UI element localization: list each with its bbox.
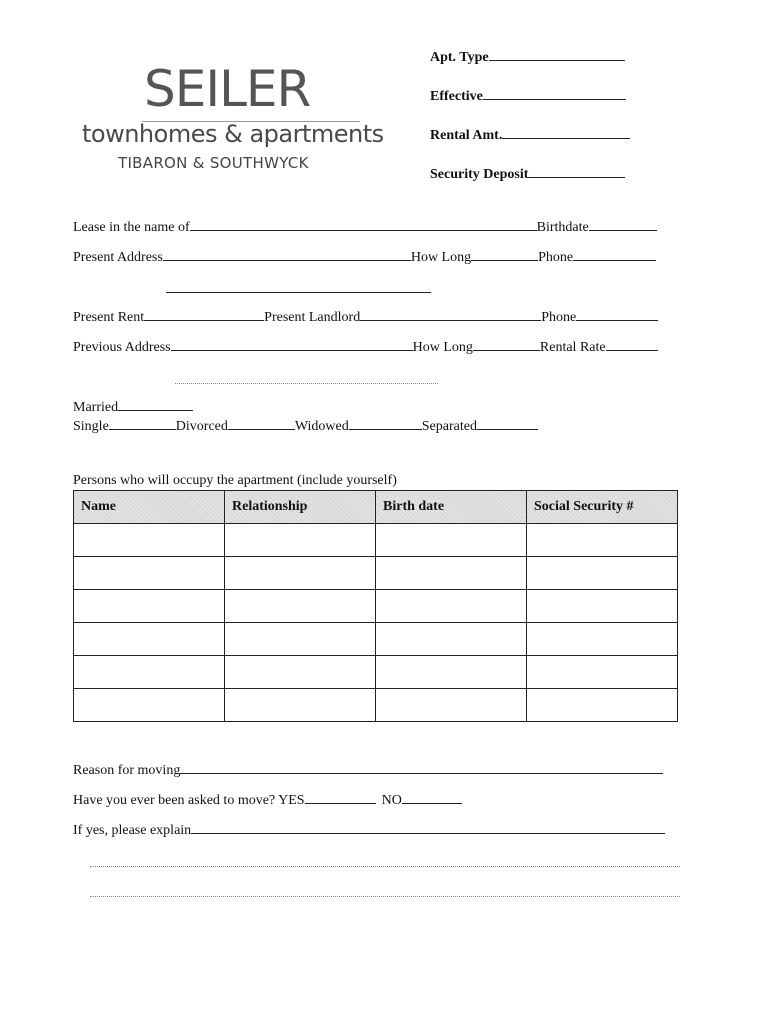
cell[interactable] (376, 689, 527, 722)
landlord-phone-label: Phone (541, 310, 577, 325)
explain-line-3[interactable] (90, 896, 680, 897)
col-birth-date: Birth date (376, 491, 527, 524)
table-row (74, 623, 678, 656)
cell[interactable] (527, 656, 678, 689)
married-label: Married (73, 400, 119, 415)
logo-locations: TIBARON & SOUTHWYCK (118, 154, 309, 172)
explain-row[interactable] (73, 821, 665, 839)
reason-label: Reason for moving (73, 763, 181, 778)
divorced-label: Divorced (175, 419, 228, 434)
prev-how-long-label: How Long (412, 340, 473, 355)
security-deposit-field[interactable] (430, 165, 625, 183)
single-label: Single (73, 419, 109, 434)
cell[interactable] (225, 590, 376, 623)
apt-type-label: Apt. Type (430, 50, 489, 65)
widowed-label: Widowed (294, 419, 349, 434)
cell[interactable] (74, 656, 225, 689)
lease-name-label: Lease in the name of (73, 220, 190, 235)
reason-for-moving-row[interactable] (73, 761, 663, 779)
cell[interactable] (74, 590, 225, 623)
married-field[interactable] (73, 398, 193, 416)
cell[interactable] (74, 557, 225, 590)
rental-rate-label: Rental Rate (539, 340, 606, 355)
occupants-caption: Persons who will occupy the apartment (include yourself) (73, 473, 397, 488)
birthdate-label: Birthdate (536, 220, 589, 235)
asked-to-move-row[interactable] (73, 791, 462, 809)
cell[interactable] (376, 590, 527, 623)
present-address-row[interactable] (73, 248, 656, 266)
previous-address-line-2[interactable] (175, 383, 438, 384)
cell[interactable] (376, 557, 527, 590)
table-row (74, 557, 678, 590)
separated-label: Separated (421, 419, 477, 434)
asked-to-move-label: Have you ever been asked to move? YES (73, 793, 305, 808)
security-deposit-label: Security Deposit (430, 167, 529, 182)
present-landlord-label: Present Landlord (264, 310, 361, 325)
table-row (74, 689, 678, 722)
cell[interactable] (527, 524, 678, 557)
how-long-label: How Long (410, 250, 472, 265)
no-label: NO (381, 793, 402, 808)
cell[interactable] (527, 623, 678, 656)
col-social-security: Social Security # (527, 491, 678, 524)
table-row (74, 590, 678, 623)
occupants-header-row (74, 491, 678, 524)
previous-address-row[interactable] (73, 338, 658, 356)
table-row (74, 656, 678, 689)
explain-label: If yes, please explain (73, 823, 192, 838)
lease-name-row[interactable] (73, 218, 657, 236)
effective-label: Effective (430, 89, 483, 104)
apt-type-field[interactable] (430, 48, 625, 66)
table-row (74, 524, 678, 557)
present-address-label: Present Address (73, 250, 163, 265)
present-rent-label: Present Rent (73, 310, 145, 325)
col-name: Name (74, 491, 225, 524)
cell[interactable] (225, 656, 376, 689)
rental-amt-label: Rental Amt. (430, 128, 503, 143)
cell[interactable] (527, 557, 678, 590)
previous-address-label: Previous Address (73, 340, 171, 355)
cell[interactable] (376, 524, 527, 557)
effective-field[interactable] (430, 87, 626, 105)
present-address-line-2[interactable] (166, 292, 431, 293)
occupants-table (73, 490, 678, 722)
explain-line-2[interactable] (90, 866, 680, 867)
col-relationship: Relationship (225, 491, 376, 524)
cell[interactable] (74, 623, 225, 656)
rental-amt-field[interactable] (430, 126, 630, 144)
present-rent-row[interactable] (73, 308, 658, 326)
marital-status-row[interactable] (73, 417, 538, 435)
cell[interactable] (376, 623, 527, 656)
cell[interactable] (225, 689, 376, 722)
cell[interactable] (74, 524, 225, 557)
phone-label: Phone (538, 250, 574, 265)
logo-brand: SEILER (144, 60, 311, 118)
cell[interactable] (225, 557, 376, 590)
cell[interactable] (527, 590, 678, 623)
cell[interactable] (225, 524, 376, 557)
logo-tagline: townhomes & apartments (82, 120, 384, 148)
cell[interactable] (527, 689, 678, 722)
cell[interactable] (225, 623, 376, 656)
cell[interactable] (376, 656, 527, 689)
cell[interactable] (74, 689, 225, 722)
